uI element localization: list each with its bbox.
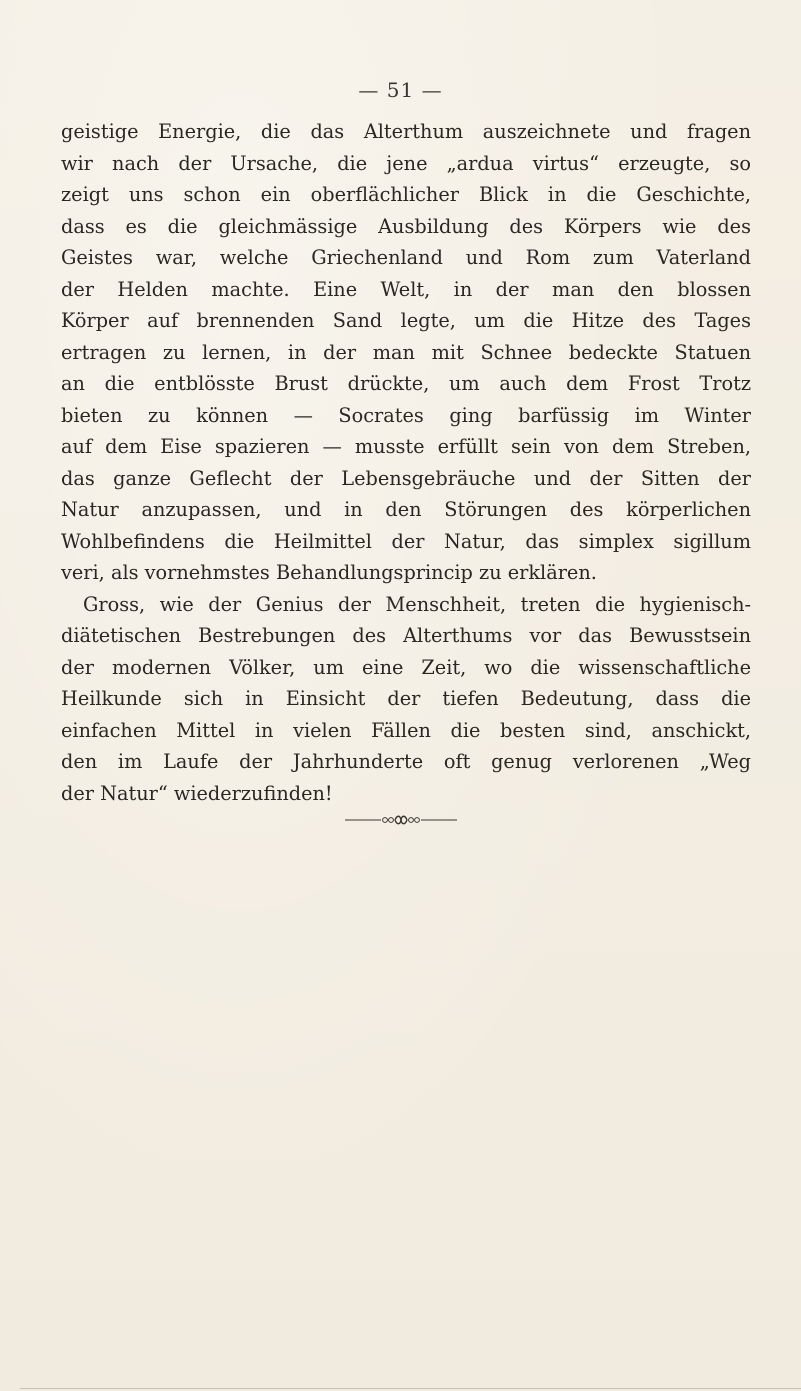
text-line: dass es die gleichmässige Ausbildung des Körpers wie des [61, 214, 751, 238]
text-line: auf dem Eise spazieren — musste erfüllt sein von dem Streben, [61, 435, 751, 458]
text-line: den im Laufe der Jahrhunderte oft genug verlorenen „Weg [61, 750, 751, 773]
text-line: wir nach der Ursache, die jene „ardua virtus“ erzeugte, so [61, 151, 751, 175]
text-line: Körper auf brennenden Sand legte, um die Hitze des Tages [61, 309, 751, 332]
text-line: an die entblösste Brust drückte, um auch dem Frost Trotz [61, 372, 751, 395]
text-line: Wohlbefindens die Heilmittel der Natur, das simplex sigillum [61, 529, 751, 553]
text-line: diätetischen Bestrebungen des Alterthums vor das Bewusstsein [61, 624, 751, 647]
paragraph-end-line: der Natur“ wiederzufinden! [61, 781, 333, 805]
page-edge-rule [20, 1388, 801, 1389]
text-line: Heilkunde sich in Einsicht der tiefen Bedeutung, dass die [61, 687, 751, 710]
text-line: bieten zu können — Socrates ging barfüssig im Winter [61, 403, 751, 427]
page-number: — 51 — [358, 78, 443, 102]
paragraph-end-line: veri, als vornehmstes Behandlungsprincip zu erklären. [61, 561, 597, 584]
body-text [61, 116, 751, 809]
text-line: einfachen Mittel in vielen Fällen die besten sind, anschickt, [61, 718, 751, 742]
text-line: der Helden machte. Eine Welt, in der man den blossen [61, 277, 751, 301]
text-line: Natur anzupassen, und in den Störungen des körperlichen [61, 498, 751, 521]
text-line: zeigt uns schon ein oberflächlicher Blick in die Geschichte, [61, 183, 751, 206]
text-line: geistige Energie, die das Alterthum auszeichnete und fragen [61, 120, 751, 143]
fleuron-divider-icon [0, 814, 801, 826]
text-line: ertragen zu lernen, in der man mit Schnee bedeckte Statuen [61, 340, 751, 364]
text-line: Geistes war, welche Griechenland und Rom zum Vaterland [61, 246, 751, 269]
paragraph-start-line: Gross, wie der Genius der Menschheit, treten die hygienisch- [83, 592, 751, 616]
text-line: das ganze Geflecht der Lebensgebräuche und der Sitten der [61, 466, 751, 490]
text-line: der modernen Völker, um eine Zeit, wo die wissenschaftliche [61, 655, 751, 679]
